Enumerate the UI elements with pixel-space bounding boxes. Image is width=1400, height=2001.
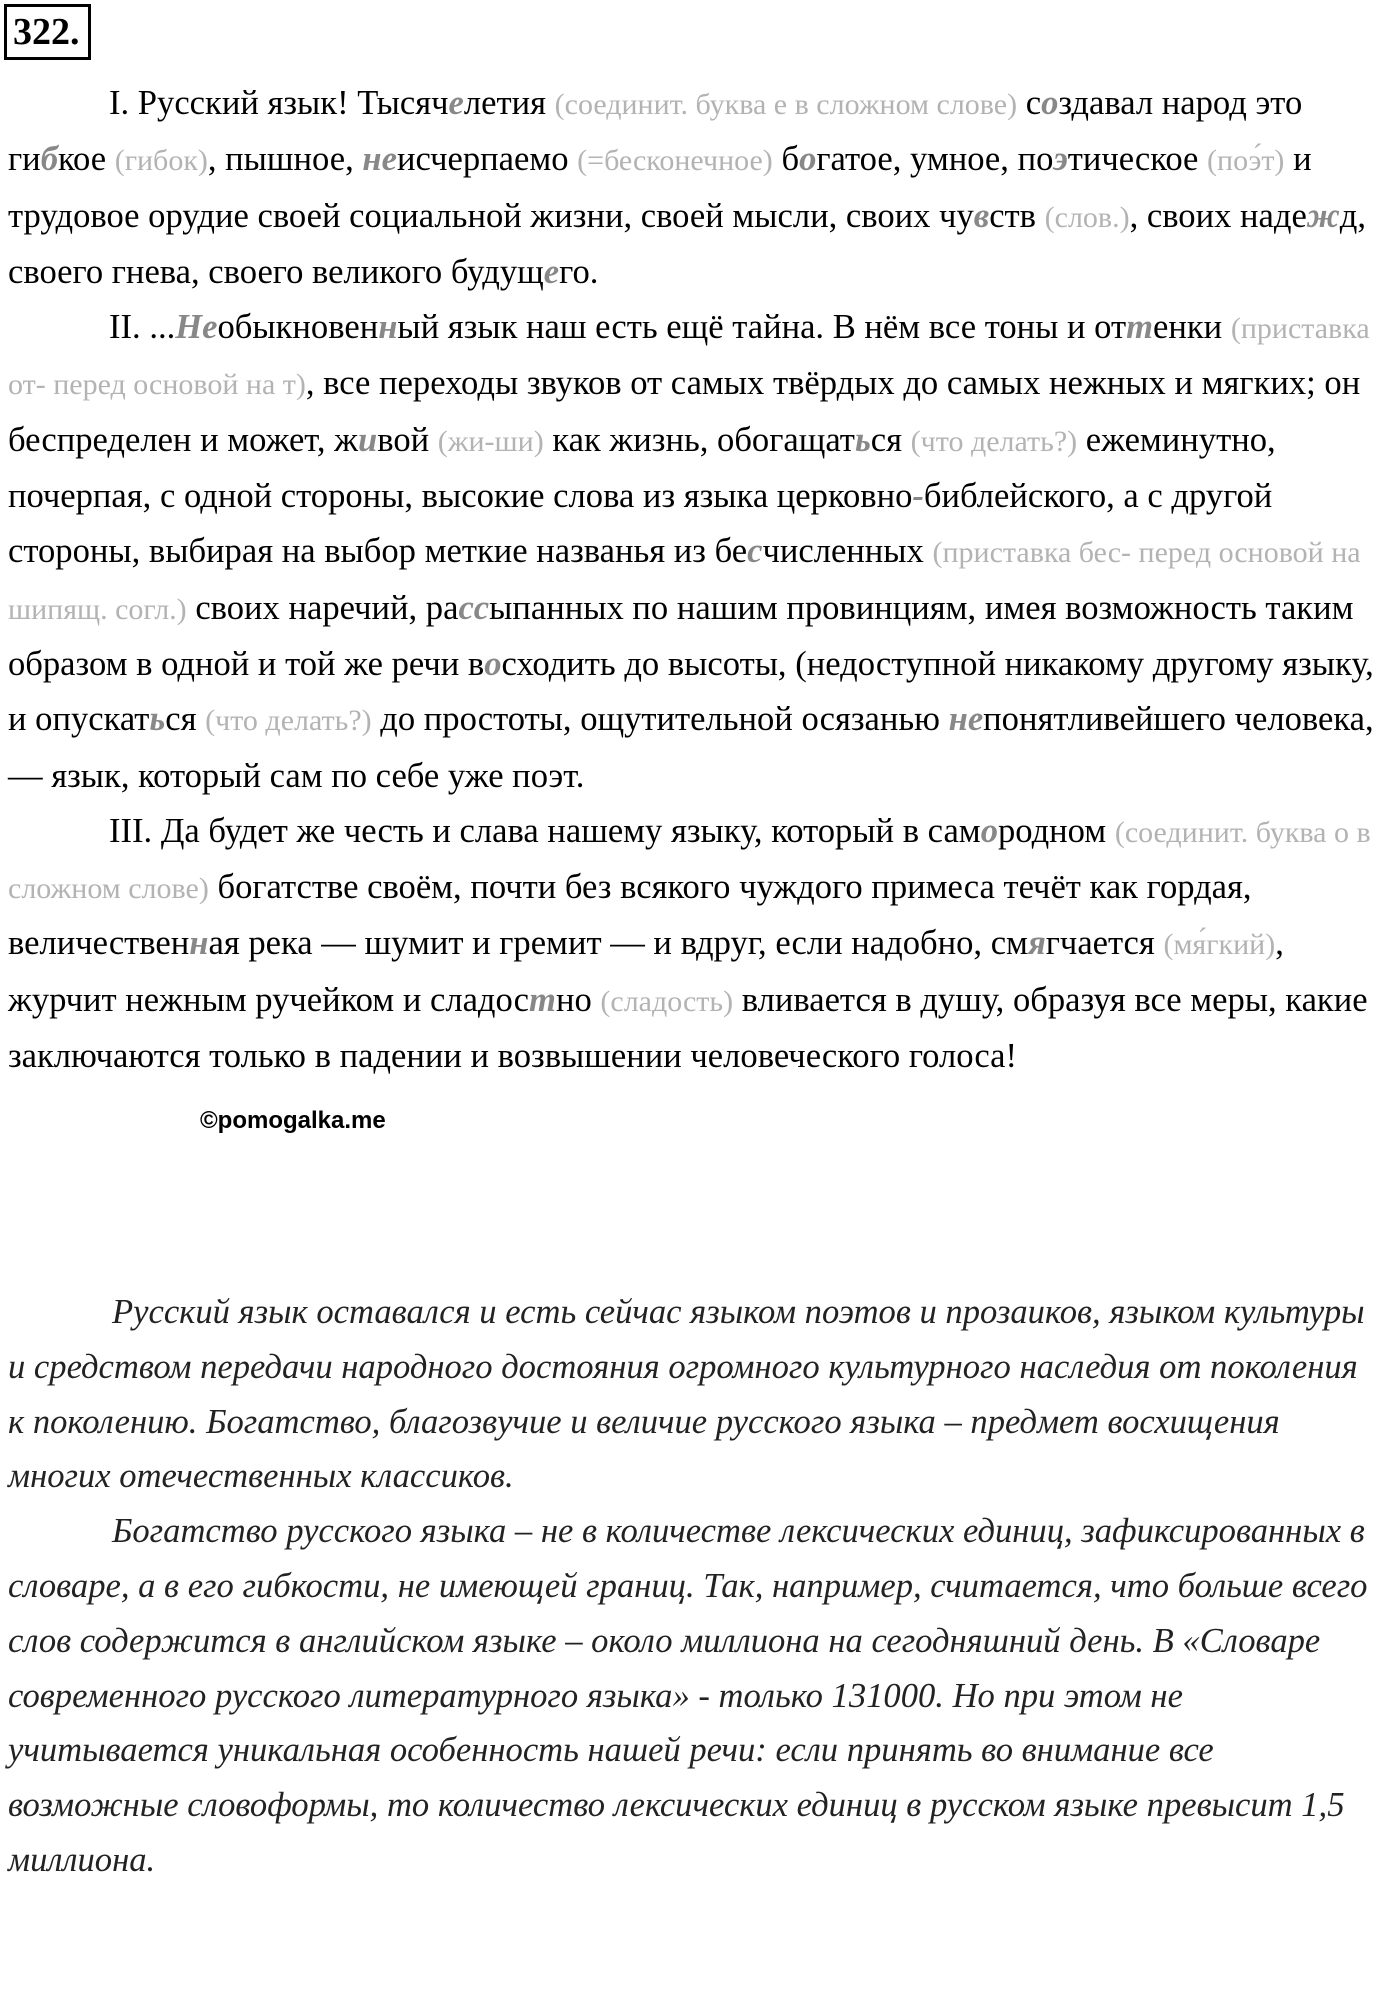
paragraph-3: III. Да будет же честь и слава нашему языку, который в самородном (соединит. буква о в сложном слове) богатстве своём, почти без всякого чуждого примеса течёт как гордая, величественная река — шумит и гремит — и вдруг, если надобно, смягчается (мя́гкий), журчит нежным ручейком и сладостно (сладость) вливается в душу, образуя все меры, какие заключаются только в падении и возвышении человеческого голоса! bbox=[8, 811, 1371, 1076]
highlighted-letter: не bbox=[362, 140, 397, 179]
highlighted-letter: о bbox=[799, 140, 817, 179]
highlighted-letter: ь bbox=[854, 420, 871, 459]
highlighted-letter: е bbox=[543, 252, 560, 291]
highlighted-letter: о bbox=[1041, 84, 1059, 122]
highlighted-letter: о bbox=[484, 644, 502, 683]
grammar-hint: (=бесконечное) bbox=[577, 144, 773, 178]
grammar-hint: (жи-ши) bbox=[437, 424, 544, 458]
highlighted-letter: ь bbox=[149, 700, 166, 739]
highlighted-letter: сс bbox=[458, 588, 490, 627]
grammar-hint: (слов.) bbox=[1044, 200, 1130, 234]
grammar-hint: (гибок) bbox=[114, 144, 208, 178]
highlighted-letter: я bbox=[1027, 924, 1046, 963]
highlighted-letter: не bbox=[948, 700, 984, 739]
paragraph-2: II. ...Необыкновенный язык наш есть ещё тайна. В нём все тоны и оттенки (приставка от- перед основой на т), все переходы звуков от самых твёрдых до самых нежных и мягких; он беспределен и может, живой (жи-ши) как жизнь, обогащаться (что делать?) ежеминутно, почерпая, с одной стороны, высокие слова из языка церковно-библейского, а с другой стороны, выбирая на выбор меткие названья из бесчисленных (приставка бес- перед основой на шипящ. согл.) своих наречий, рассыпанных по нашим провинциям, имея возможность таким образом в одной и той же речи восходить до высоты, (недоступной никакому другому языку, и опускаться (что делать?) до простоты, ощутительной осязанью непонятливейшего человека, — язык, который сам по себе уже поэт. bbox=[8, 308, 1374, 795]
watermark: ©pomogalka.me bbox=[200, 1107, 386, 1134]
highlighted-letter: е bbox=[448, 84, 464, 122]
grammar-hint: (поэ́т) bbox=[1207, 144, 1285, 178]
highlighted-letter: ж bbox=[1306, 196, 1340, 235]
highlighted-letter: н bbox=[378, 308, 398, 347]
grammar-hint: (приставка от- перед основой на т) bbox=[8, 312, 1370, 402]
highlighted-letter: н bbox=[189, 924, 209, 963]
grammar-hint: (что делать?) bbox=[910, 424, 1078, 458]
highlighted-letter: с bbox=[747, 532, 763, 571]
highlighted-letter: э bbox=[1053, 140, 1068, 179]
highlighted-letter: б bbox=[40, 140, 58, 179]
exercise-text bbox=[8, 76, 1382, 1084]
grammar-hint: (соединит. буква о в сложном слове) bbox=[8, 815, 1371, 906]
grammar-hint: (сладость) bbox=[600, 984, 734, 1018]
grammar-hint: (соединит. буква е в сложном слове) bbox=[554, 88, 1018, 121]
highlighted-letter: о bbox=[980, 811, 998, 850]
commentary bbox=[8, 1285, 1382, 1888]
highlighted-letter: Не bbox=[175, 308, 218, 347]
paragraph-1: I. Русский язык! Тысячелетия (соединит. буква е в сложном слове) создавал народ это гибкое (гибок), пышное, неисчерпаемо (=бесконечное) богатое, умное, поэтическое (поэ́т) и трудовое орудие своей социальной жизни, своей мысли, своих чувств (слов.), своих надежд, своего гнева, своего великого будущего. bbox=[8, 84, 1367, 291]
highlighted-letter: и bbox=[358, 420, 378, 459]
grammar-hint: (приставка бес- перед основой на шипящ. согл.) bbox=[8, 536, 1361, 626]
commentary-paragraph-2: Богатство русского языка – не в количестве лексических единиц, зафиксированных в словаре, а в его гибкости, не имеющей границ. Так, например, считается, что больше всего слов содержится в английском языке – около миллиона на сегодняшний день. В «Словаре современного русского литературного языка» - только 131000. Но при этом не учитывается уникальная особенность нашей речи: если принять во внимание все возможные словоформы, то количество лексических единиц в русском языке превысит 1,5 миллиона. bbox=[8, 1512, 1368, 1879]
highlighted-letter: т bbox=[1126, 308, 1154, 347]
grammar-hint: (что делать?) bbox=[205, 704, 372, 738]
highlighted-letter: в bbox=[973, 196, 990, 235]
highlighted-letter: - bbox=[912, 477, 924, 516]
grammar-hint: (мя́гкий) bbox=[1163, 928, 1276, 962]
highlighted-letter: т bbox=[529, 980, 556, 1019]
exercise-number: 322. bbox=[4, 4, 91, 60]
commentary-paragraph-1: Русский язык оставался и есть сейчас языком поэтов и прозаиков, языком культуры и средством передачи народного достояния огромного культурного наследия от поколения к поколению. Богатство, благозвучие и величие русского языка – предмет восхищения многих отечественных классиков. bbox=[8, 1293, 1365, 1496]
